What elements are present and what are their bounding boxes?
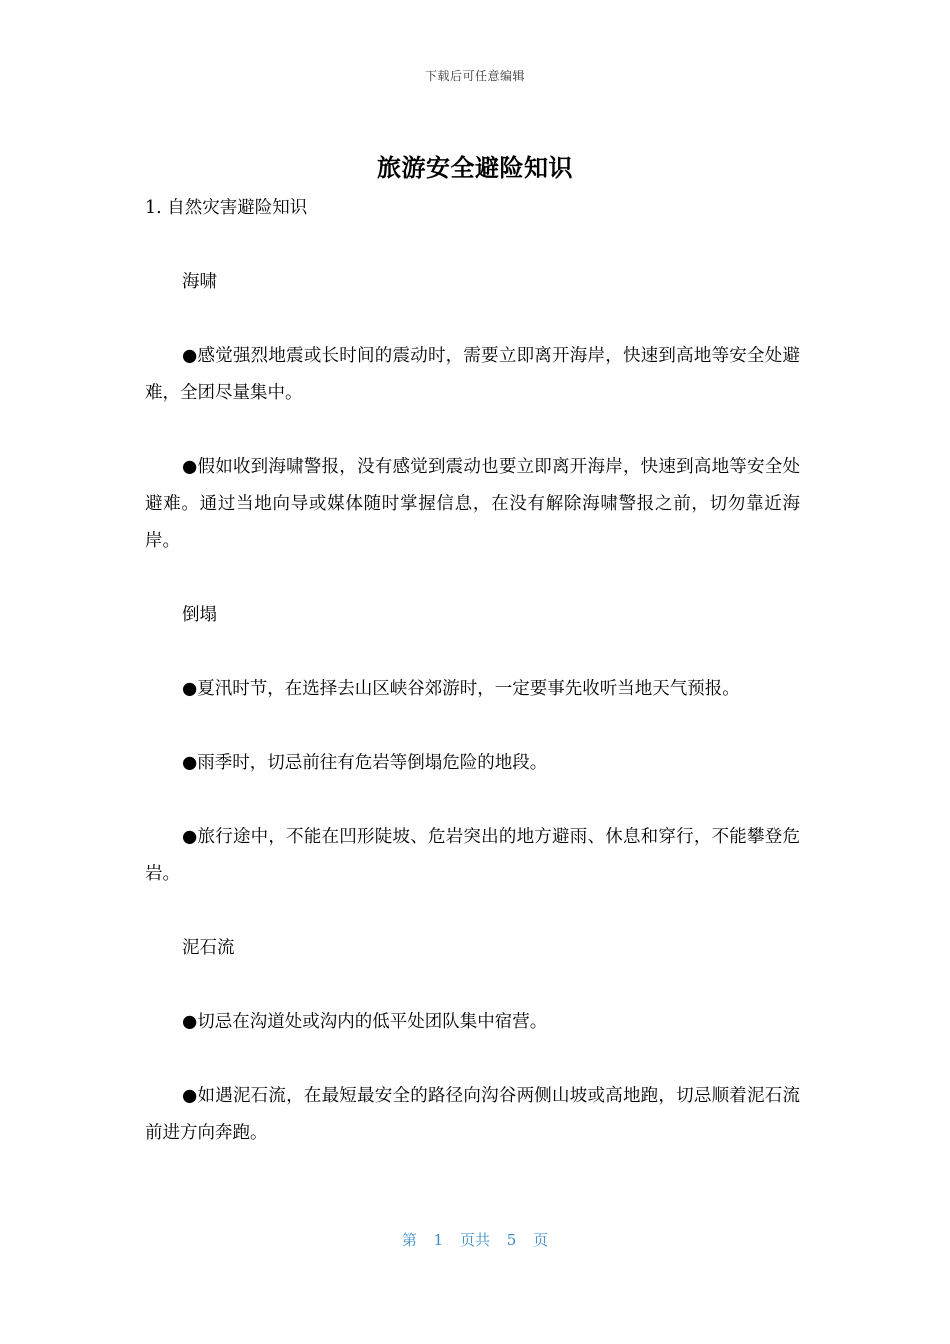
document-title: 旅游安全避险知识: [377, 154, 573, 182]
paragraph-mudslide-2: ●如遇泥石流，在最短最安全的路径向沟谷两侧山坡或高地跑，切忌顺着泥石流前进方向奔跑。: [145, 1086, 800, 1143]
paragraph-tsunami-2: ●假如收到海啸警报，没有感觉到震动也要立即离开海岸，快速到高地等安全处避难。通过当地向导或媒体随时掌握信息，在没有解除海啸警报之前，切勿靠近海岸。: [145, 457, 800, 551]
header-note: 下载后可任意编辑: [424, 69, 525, 83]
paragraph-collapse-1: ●夏汛时节，在选择去山区峡谷郊游时，一定要事先收听当地天气预报。: [182, 679, 740, 699]
paragraph-tsunami-1: ●感觉强烈地震或长时间的震动时，需要立即离开海岸，快速到高地等安全处避难，全团尽量集中。: [145, 346, 800, 403]
paragraph-mudslide-1: ●切忌在沟道处或沟内的低平处团队集中宿营。: [182, 1012, 548, 1032]
page-footer: [0, 1229, 950, 1250]
page-label-prefix: 第: [401, 1231, 417, 1249]
subheading-collapse: 倒塌: [182, 605, 217, 625]
subheading-tsunami: 海啸: [182, 272, 217, 292]
page-label-suffix: 页: [533, 1231, 549, 1249]
document-body: [145, 190, 800, 1152]
page-current-number: 1: [433, 1231, 444, 1249]
subheading-mudslide: 泥石流: [182, 938, 235, 958]
section-heading: 1. 自然灾害避险知识: [145, 198, 308, 218]
page-total-number: 5: [506, 1231, 517, 1249]
paragraph-collapse-2: ●雨季时，切忌前往有危岩等倒塌危险的地段。: [182, 753, 548, 773]
page-label-middle: 页共: [459, 1231, 490, 1249]
paragraph-collapse-3: ●旅行途中，不能在凹形陡坡、危岩突出的地方避雨、休息和穿行，不能攀登危岩。: [145, 827, 800, 884]
